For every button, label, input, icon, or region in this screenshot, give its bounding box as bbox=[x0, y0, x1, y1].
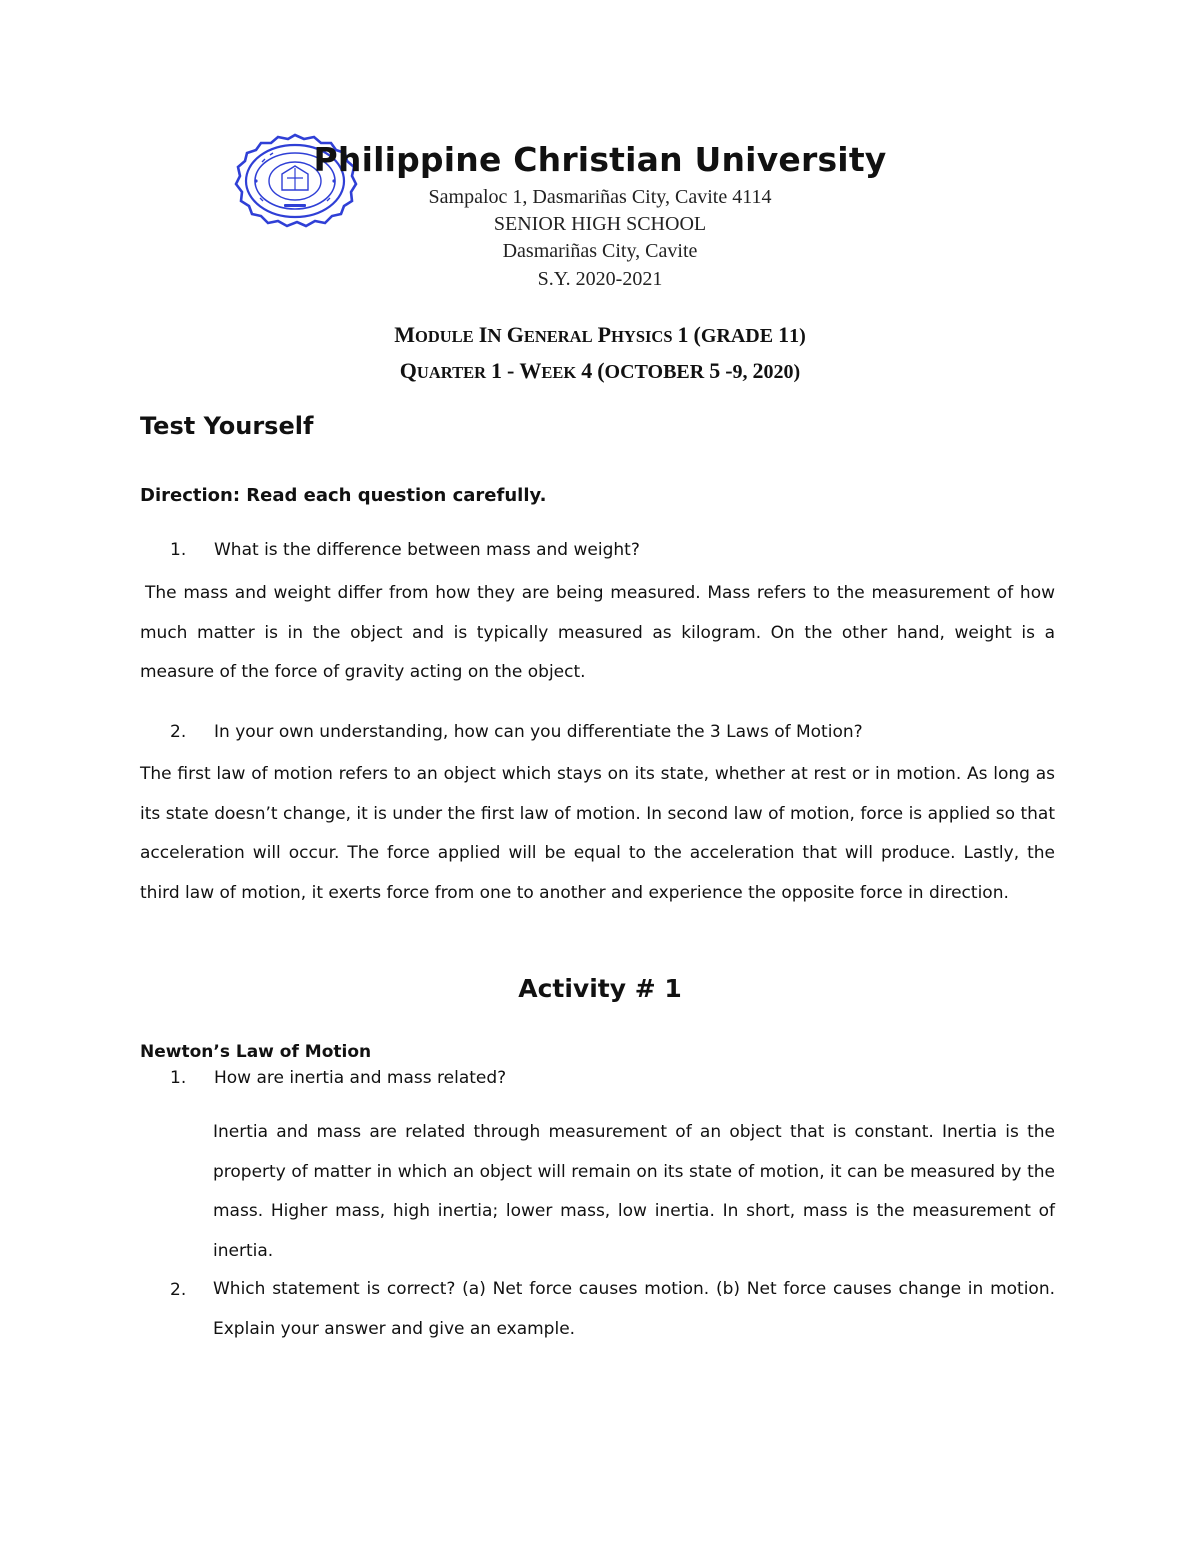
school-year: S.Y. 2020-2021 bbox=[537, 268, 663, 290]
module-quarter-text: QUARTER 1 - WEEK 4 (OCTOBER 5 -9, 2020) bbox=[399, 358, 801, 383]
module-title-text: MODULE IN GENERAL PHYSICS 1 (GRADE 11) bbox=[394, 322, 806, 347]
university-address: Sampaloc 1, Dasmariñas City, Cavite 4114 bbox=[428, 186, 772, 208]
module-title bbox=[0, 322, 1200, 348]
activity-answer-1: Inertia and mass are related through measurement of an object that is constant. Inertia is the property of matter in which an object will remain on its state of motion, it can be measured by the mass. Higher mass, high inertia; lower mass, low inertia. In short, mass is the measurement of inertia. bbox=[213, 1122, 1055, 1261]
department-name: SENIOR HIGH SCHOOL bbox=[493, 213, 707, 235]
question-number: 2. bbox=[170, 1280, 187, 1300]
section-heading-activity: Activity # 1 bbox=[518, 974, 682, 1003]
section-heading-test-yourself: Test Yourself bbox=[140, 412, 314, 440]
question-text: What is the difference between mass and weight? bbox=[214, 540, 640, 560]
answer-2: The first law of motion refers to an object which stays on its state, whether at rest or in motion. As long as its state doesn’t change, it is under the first law of motion. In second law of motion, force is applied so that acceleration will occur. The force applied will be equal to the acceleration that will produce. Lastly, the third law of motion, it exerts force from one to another and experience the opposite force in direction. bbox=[140, 764, 1055, 903]
question-number: 1. bbox=[170, 1068, 187, 1088]
module-quarter-line bbox=[0, 358, 1200, 384]
activity-subheading: Newton’s Law of Motion bbox=[140, 1042, 372, 1062]
question-text: In your own understanding, how can you differentiate the 3 Laws of Motion? bbox=[214, 722, 863, 742]
question-number: 1. bbox=[170, 540, 187, 560]
city-line: Dasmariñas City, Cavite bbox=[502, 240, 698, 262]
university-name: Philippine Christian University bbox=[313, 140, 887, 179]
activity-question-2: Which statement is correct? (a) Net force causes motion. (b) Net force causes change in motion. Explain your answer and give an example. bbox=[213, 1279, 1055, 1339]
answer-1: The mass and weight differ from how they are being measured. Mass refers to the measurement of how much matter is in the object and is typically measured as kilogram. On the other hand, weight is a measure of the force of gravity acting on the object. bbox=[140, 583, 1055, 683]
question-number: 2. bbox=[170, 722, 187, 742]
direction-text: Direction: Read each question carefully. bbox=[140, 485, 547, 506]
question-text: How are inertia and mass related? bbox=[214, 1068, 507, 1088]
